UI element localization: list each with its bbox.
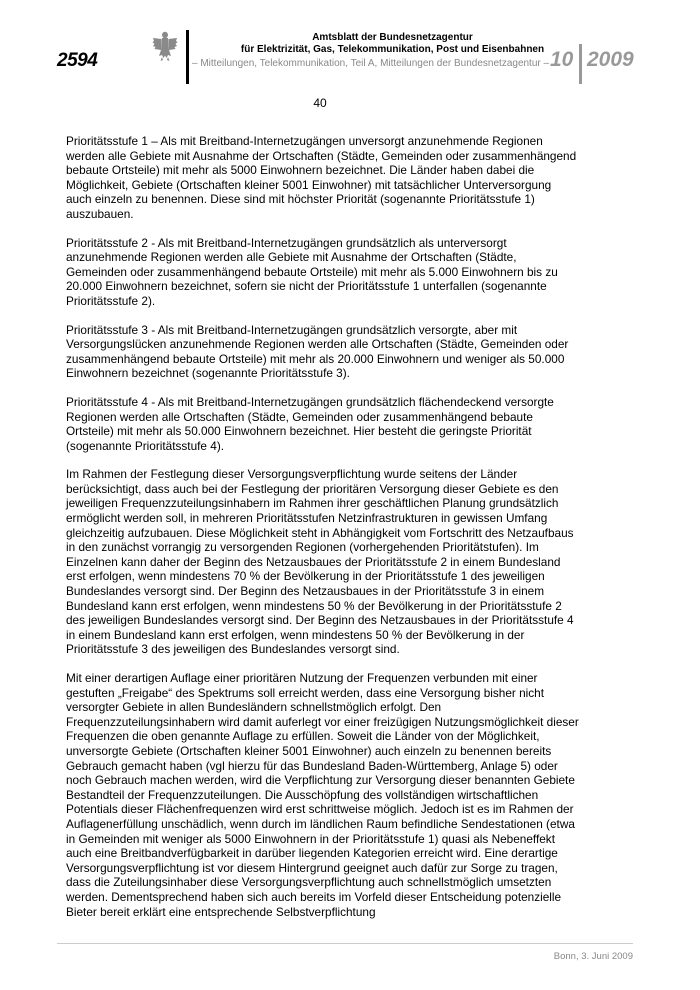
footer-place-date: Bonn, 3. Juni 2009 xyxy=(553,951,633,962)
journal-title xyxy=(210,32,575,56)
journal-title-line-1: Amtsblatt der Bundesnetzagentur xyxy=(312,32,473,43)
paragraph-auflage: Mit einer derartigen Auflage einer prioritären Nutzung der Frequenzen verbunden mit einer gestuften „Freigabe“ des Spektrums soll erreicht werden, dass eine Versorgung bisher nicht versorgter Gebiete in allen Bundesländern schnellstmöglich erfolgt. Den Frequenzzuteilungsinhabern wird damit auferlegt vor einer freizügigen Nutzungsmöglichkeit dieser Frequenzen die oben genannte Auflage zu erfüllen. Soweit die Länder von der Möglichkeit, unversorgte Gebiete (Ortschaften kleiner 5001 Einwohner) auch einzeln zu benennen bereits Gebrauch gemacht haben (vgl hierzu für das Bundesland Baden-Württemberg, Anlage 5) oder noch Gebrauch machen werden, wird die Verpflichtung zur Versorgung dieser benannten Gebiete Bestandteil der Frequenzzuteilungen. Die Ausschöpfung des vollständigen wirtschaftlichen Potentials dieser Flächenfrequenzen wird erst schrittweise möglich. Jedoch ist es im Rahmen der Auflagenerfüllung unschädlich, wenn durch im ländlichen Raum befindliche Sendestationen (etwa in Gemeinden mit weniger als 5000 Einwohnern in der Prioritätsstufe 1) quasi als Nebeneffekt auch eine Breitbandverfügbarkeit in darüber liegenden Kategorien erreicht wird. Eine derartige Versorgungsverpflichtung ist vor diesem Hintergrund geeignet auch dafür zur Sorge zu tragen, dass die Zuteilungsinhaber diese Versorgungsverpflichtung auch schnellstmöglich umsetzten werden. Dementsprechend haben sich auch bereits im Vorfeld dieser Entscheidung potenzielle Bieter bereit erklärt eine entsprechende Selbstverpflichtung xyxy=(66,671,579,919)
federal-eagle-icon xyxy=(152,30,178,64)
issue-month: 10 xyxy=(550,48,574,71)
paragraph-prioritaetsstufe-2: Prioritätsstufe 2 - Als mit Breitband-Internetzugängen grundsätzlich als unterversorgt anzunehmende Regionen werden alle Gebiete mit Ausnahme der Ortschaften (Städte, Gemeinden oder zusammenhängend bebaute Ortsteile) mit mehr als 5.000 Einwohnern bis zu 20.000 Einwohnern bezeichnet, sofern sie nicht der Prioritätsstufe 1 unterfallen (sogenannte Prioritätsstufe 2). xyxy=(66,235,558,308)
document-body xyxy=(66,134,580,933)
paragraph-festlegung: Im Rahmen der Festlegung dieser Versorgungsverpflichtung wurde seitens der Länder berücksichtigt, dass auch bei der Festlegung der prioritären Versorgung dieser Gebiete es den jeweiligen Frequenzzuteilungsinhabern im Rahmen ihrer geschäftlichen Planung grundsätzlich ermöglicht werden soll, in mehreren Prioritätsstufen Netzinfrastrukturen in gewissen Umfang gleichzeitig aufzubauen. Diese Möglichkeit steht in Abhängigkeit vom Fortschritt des Netzaufbaus in den zunächst vorrangig zu versorgenden Regionen (vorhergehenden Prioritätstufen). Im Einzelnen kann daher der Beginn des Netzausbaues der Prioritätsstufe 2 in einem Bundesland erst erfolgen, wenn mindestens 70 % der Bevölkerung in der Prioritätsstufe 1 des jeweiligen Bundeslandes versorgt sind. Der Beginn des Netzausbaues in der Prioritätsstufe 3 in einem Bundesland kann erst erfolgen, wenn mindestens 50 % der Bevölkerung in der Prioritätsstufe 2 des jeweiligen Bundeslandes versorgt sind. Der Beginn des Netzausbaues in der Prioritätsstufe 4 in einem Bundesland kann erst erfolgen, wenn mindestens 50 % der Bevölkerung in der Prioritätsstufe 3 des jeweiligen des Bundeslandes versorgt sind. xyxy=(66,467,574,657)
issue-divider-bar xyxy=(579,44,582,84)
page-number: 40 xyxy=(313,96,327,110)
paragraph-prioritaetsstufe-3: Prioritätsstufe 3 - Als mit Breitband-Internetzugängen grundsätzlich versorgte, aber mit Versorgungslücken anzunehmende Regionen werden alle Ortschaften (Städte, Gemeinden oder zusammenhängend bebaute Ortsteile) mit mehr als 20.000 Einwohnern und weniger als 50.000 Einwohnern bezeichnet (sogenannte Prioritätsstufe 3). xyxy=(66,322,569,381)
paragraph-prioritaetsstufe-1: Prioritätsstufe 1 – Als mit Breitband-Internetzugängen unversorgt anzunehmende Regionen werden alle Gebiete mit Ausnahme der Ortschaften (Städte, Gemeinden oder zusammenhängend bebaute Ortsteile) mit mehr als 5000 Einwohnern bezeichnet. Die Länder haben dabei die Möglichkeit, Gebiete (Ortschaften kleiner 5001 Einwohner) mit tatsächlicher Unterversorgung auch einzeln zu benennen. Diese sind mit höchster Priorität (sogenannte Prioritätsstufe 1) auszubauen. xyxy=(66,134,577,221)
footer-rule xyxy=(57,943,633,944)
issue-year: 2009 xyxy=(587,48,634,71)
header-divider-bar xyxy=(186,30,189,84)
paragraph-prioritaetsstufe-4: Prioritätsstufe 4 - Als mit Breitband-Internetzugängen grundsätzlich flächendeckend versorgte Regionen werden alle Ortschaften (Städte, Gemeinden oder zusammenhängend bebaute Ortsteile) mit mehr als 50.000 Einwohnern bezeichnet. Hier besteht die geringste Priorität (sogenannte Prioritätsstufe 4). xyxy=(66,394,554,453)
journal-subtitle: – Mitteilungen, Telekommunikation, Teil A, Mitteilungen der Bundesnetzagentur – xyxy=(192,58,550,69)
journal-title-line-2: für Elektrizität, Gas, Telekommunikation, Post und Eisenbahnen xyxy=(240,44,545,55)
page-header xyxy=(0,0,700,100)
issue-number: 2594 xyxy=(57,50,98,71)
